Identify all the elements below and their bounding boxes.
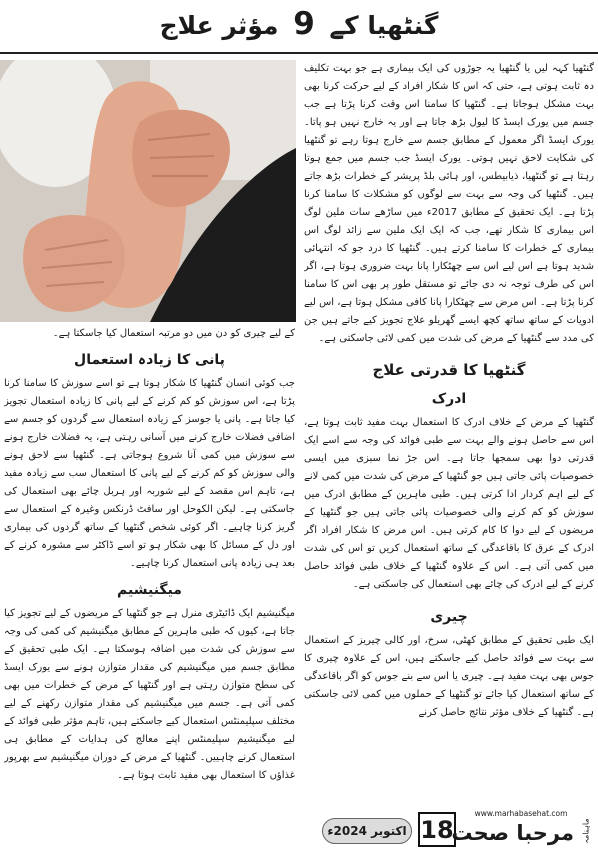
website-url: www.marhabasehat.com — [474, 809, 568, 818]
title-number: 9 — [293, 6, 315, 42]
photo-illustration — [0, 60, 296, 322]
article-photo — [0, 60, 296, 322]
water-heading: پانی کا زیادہ استعمال — [74, 352, 225, 368]
magazine-logo: مرحبا صحت — [451, 821, 574, 845]
cherry-heading: چیری — [430, 609, 468, 625]
left-column — [4, 325, 295, 847]
title-text-end: مؤثر علاج — [159, 11, 279, 40]
article-title — [160, 4, 439, 46]
natural-remedies-heading: گنٹھیا کا قدرتی علاج — [372, 361, 526, 379]
title-text-start: گنٹھیا کے — [329, 11, 439, 40]
intro-paragraph: گنٹھیا کہہ لیں یا گنٹھیا یہ جوڑوں کی ایک بیماری ہے جو بہت تکلیف دہ ثابت ہوتی ہے، حتی کہ اس کا شکار افراد کے لیے حرکت کرنا بھی بہت مشکل ہوجاتا ہے۔ گنٹھیا کا سامنا اس وقت کرنا پڑتا ہے جب جسم میں یورک ایسڈ کا لیول بڑھ جاتا ہے اور یہ خارج نہیں ہو پاتا۔ یورک ایسڈ اگر معمول کے مطابق جسم سے خارج ہوتا رہے تو گنٹھیا کی شکایت لاحق نہیں ہوتی۔ یورک ایسڈ جب جسم میں جمع ہوتا رہتا ہے تو گنٹھیا، ذیابیطس، اور ہائی بلڈ پریشر کے خطرات بڑھ جاتے ہیں۔ گنٹھیا کی وجہ سے بہت سے لوگوں کو مشکلات کا سامنا کرنا پڑتا ہے۔ ایک تحقیق کے مطابق 2017ء میں ساڑھے سات ملین لوگ اس بیماری کا شکار تھے، جب کہ ایک ایک ملین سے زائد لوگ اس بیماری کے خطرات کا سامنا کرتے ہیں۔ گنٹھیا کا درد جو کہ انتہائی شدید ہوتا ہے اس لیے اس سے چھٹکارا پانا بہت ضروری ہوتا ہے، اگر اس کی طرف توجہ نہ دی جائے تو مستقل طور پر بھی اس کا سامنا کرنا پڑتا ہے۔ اس مرض سے چھٹکارا پانا کافی مشکل ہوتا ہے، اس لیے ادویات کے ساتھ ساتھ کچھ ایسے گھریلو علاج تجویز کیے جاتے ہیں جن کی مدد سے گنٹھیا کے مرض کی شدت میں کمی لائی جاسکتی ہے۔ — [304, 63, 594, 344]
cherry-paragraph-continuation: کے لیے چیری کو دن میں دو مرتبہ استعمال کیا جاسکتا ہے۔ — [52, 328, 295, 339]
water-paragraph: جب کوئی انسان گنٹھیا کا شکار ہوتا ہے تو اسے سوزش کا سامنا کرنا پڑتا ہے، اس سوزش کو کم کرنے کے لیے پانی کا زیادہ استعمال تجویز کیا جاتا ہے۔ پانی یا جوسز کے زیادہ استعمال سے گردوں کو جسم سے اضافی فضلات خارج کرنے میں آسانی رہتی ہے، یہ فضلات خارج ہونے سے سوزش میں کمی آنا شروع ہوجاتی ہے۔ گنٹھیا سے لاحق ہونے والی سوزش کو کم کرنے کے لیے پانی کا استعمال سب سے زیادہ مفید ہے، تاہم اس مقصد کے لیے شوربہ اور ہربل چائے بھی استعمال کی جاسکتی ہے۔ لیکن الکوحل اور سافٹ ڈرنکس وغیرہ کے استعمال سے گریز کرنا چاہیے۔ اگر کوئی شخص گنٹھیا کے ساتھ گردوں کی بیماری اور دل کے مسائل کا بھی شکار ہو تو اسے ڈاکٹر سے مشورہ کرنے کے بعد ہی زیادہ پانی استعمال کرنا چاہیے۔ — [4, 378, 295, 569]
header-rule — [0, 52, 598, 54]
magazine-label-text: ماہنامہ — [581, 818, 591, 844]
page-number: 18 — [418, 812, 456, 847]
cherry-paragraph: ایک طبی تحقیق کے مطابق کھٹی، سرخ، اور کالی چیریز کے استعمال سے بہت سے فوائد حاصل کیے جاسکتے ہیں، اس کے علاوہ چیری کا جوس بھی بہت مفید ہے۔ چیری یا اس سے بنے جوس کو اگر باقاعدگی کے ساتھ استعمال کیا جائے تو گنٹھیا کے حملوں میں کمی لائی جاسکتی ہے۔ گنٹھیا کے خلاف مؤثر نتائج حاصل کرنے — [304, 635, 594, 718]
magazine-label — [576, 814, 596, 848]
magnesium-heading: میگنیشیم — [117, 582, 182, 598]
article-header — [0, 0, 598, 50]
magnesium-paragraph: میگنیشیم ایک ڈائیٹری منرل ہے جو گنٹھیا کے مریضوں کے لیے تجویز کیا جاتا ہے، کیوں کہ طبی ماہرین کے مطابق میگنیشیم کی کمی کی وجہ سے سوزش کی شدت میں اضافہ ہوسکتا ہے۔ ایک طبی تحقیق کے مطابق جسم میں میگنیشیم کی مقدار متوازن ہونے سے یورک ایسڈ کی سطح متوازن رہتی ہے اور گنٹھیا کے مرض کے خطرات میں بھی کمی آتی ہے۔ جسم میں میگنیشیم کی مقدار متوازن رکھنے کے لیے مختلف سپلیمنٹس استعمال کیے جاسکتے ہیں، تاہم مؤثر طبی فوائد کے لیے میگنیشیم سپلیمنٹس اپنے معالج کی ہدایات کے مطابق ہی استعمال کرنے چاہییں۔ گنٹھیا کے مرض کے دوران میگنیشیم سے بھرپور غذاؤں کا استعمال بھی مفید ثابت ہوتا ہے۔ — [4, 608, 295, 781]
right-column — [304, 60, 594, 806]
issue-date-badge: اکتوبر 2024ء — [322, 818, 412, 844]
ginger-heading: ادرک — [431, 391, 467, 407]
ginger-paragraph: گنٹھیا کے مرض کے خلاف ادرک کا استعمال بہت مفید ثابت ہوتا ہے، اس سے حاصل ہونے والے بہت سے طبی فوائد کی وجہ سے اسے ایک قدرتی دوا بھی سمجھا جاتا ہے۔ اس جڑ نما سبزی میں ایسی خصوصیات پائی جاتی ہیں جو گنٹھیا کے مرض کی شدت میں کمی لانے کے لیے اہم کردار ادا کرتی ہیں۔ طبی ماہرین کے مطابق ادرک میں سوزش کو کم کرنے والی خصوصیات پائی جاتی ہیں جو گنٹھیا کے مریضوں کے لیے دوا کا کام کرتی ہیں۔ اس مرض کا شکار افراد اگر ادرک کے عرق کا باقاعدگی کے ساتھ استعمال کریں تو اس کی شدت میں کمی آتی ہے۔ اس کے علاوہ گنٹھیا کے خلاف طبی فوائد حاصل کرنے کے لیے ادرک کی چائے بھی استعمال کی جاسکتی ہے۔ — [304, 417, 594, 590]
